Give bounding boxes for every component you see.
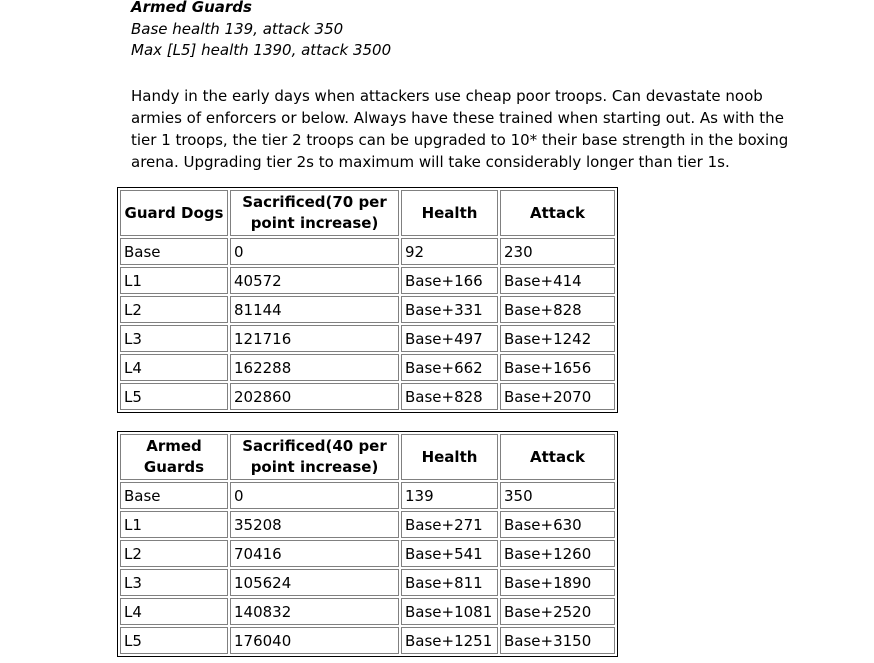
health-cell: 139 <box>401 482 498 509</box>
health-cell: Base+331 <box>401 296 498 323</box>
health-cell: Base+497 <box>401 325 498 352</box>
table-header-row <box>120 190 615 236</box>
health-cell: Base+828 <box>401 383 498 410</box>
sacrificed-cell: 81144 <box>230 296 399 323</box>
base-stats-line: Base health 139, attack 350 <box>131 19 344 38</box>
section-title: Armed Guards <box>131 0 252 16</box>
sacrificed-cell: 202860 <box>230 383 399 410</box>
table-row <box>120 267 615 294</box>
intro-line: Handy in the early days when attackers use cheap poor troops. Can devastate noob <box>131 87 763 105</box>
attack-cell: Base+2520 <box>500 598 615 625</box>
sacrificed-cell: 162288 <box>230 354 399 381</box>
intro-line: arena. Upgrading tier 2s to maximum will take considerably longer than tier 1s. <box>131 153 730 171</box>
sacrificed-cell: 105624 <box>230 569 399 596</box>
table-row <box>120 354 615 381</box>
attack-cell: Base+1656 <box>500 354 615 381</box>
attack-cell: Base+2070 <box>500 383 615 410</box>
sacrificed-cell: 70416 <box>230 540 399 567</box>
max-stats-line: Max [L5] health 1390, attack 3500 <box>131 41 392 59</box>
sacrificed-cell: 176040 <box>230 627 399 654</box>
sacrificed-cell: 0 <box>230 482 399 509</box>
attack-cell: Base+828 <box>500 296 615 323</box>
sacrificed-cell: 35208 <box>230 511 399 538</box>
health-cell: Base+811 <box>401 569 498 596</box>
attack-cell: 230 <box>500 238 615 265</box>
sacrificed-cell: 121716 <box>230 325 399 352</box>
table-row <box>120 540 615 567</box>
health-cell: Base+1251 <box>401 627 498 654</box>
level-cell: L2 <box>120 296 228 323</box>
table-row <box>120 325 615 352</box>
attack-cell: 350 <box>500 482 615 509</box>
level-cell: L4 <box>120 598 228 625</box>
table-row <box>120 238 615 265</box>
table-row <box>120 627 615 654</box>
level-cell: L3 <box>120 325 228 352</box>
intro-paragraph <box>131 85 788 173</box>
section-heading <box>131 0 391 62</box>
level-cell: L3 <box>120 569 228 596</box>
sacrificed-cell: 0 <box>230 238 399 265</box>
health-cell: Base+271 <box>401 511 498 538</box>
level-cell: L5 <box>120 627 228 654</box>
table-row <box>120 296 615 323</box>
column-header-attack: Attack <box>500 434 615 480</box>
sacrificed-cell: 140832 <box>230 598 399 625</box>
attack-cell: Base+630 <box>500 511 615 538</box>
sacrificed-cell: 40572 <box>230 267 399 294</box>
attack-cell: Base+1242 <box>500 325 615 352</box>
health-cell: Base+1081 <box>401 598 498 625</box>
column-header-level: Guard Dogs <box>120 190 228 236</box>
table-row <box>120 569 615 596</box>
health-cell: Base+166 <box>401 267 498 294</box>
intro-line: armies of enforcers or below. Always have these trained when starting out. As with the <box>131 109 784 127</box>
attack-cell: Base+414 <box>500 267 615 294</box>
attack-cell: Base+1260 <box>500 540 615 567</box>
level-cell: Base <box>120 482 228 509</box>
intro-line: tier 1 troops, the tier 2 troops can be upgraded to 10* their base strength in the boxing <box>131 131 789 149</box>
health-cell: 92 <box>401 238 498 265</box>
level-cell: Base <box>120 238 228 265</box>
table-row <box>120 511 615 538</box>
level-cell: L5 <box>120 383 228 410</box>
armed-guards-table <box>117 431 618 657</box>
table-row <box>120 598 615 625</box>
table-header-row <box>120 434 615 480</box>
level-cell: L1 <box>120 511 228 538</box>
column-header-sacrificed: Sacrificed(40 per point increase) <box>230 434 399 480</box>
level-cell: L1 <box>120 267 228 294</box>
attack-cell: Base+3150 <box>500 627 615 654</box>
table-row <box>120 383 615 410</box>
guard-dogs-table <box>117 187 618 413</box>
level-cell: L2 <box>120 540 228 567</box>
health-cell: Base+662 <box>401 354 498 381</box>
column-header-health: Health <box>401 434 498 480</box>
column-header-level: Armed Guards <box>120 434 228 480</box>
table-row <box>120 482 615 509</box>
column-header-health: Health <box>401 190 498 236</box>
column-header-sacrificed: Sacrificed(70 per point increase) <box>230 190 399 236</box>
health-cell: Base+541 <box>401 540 498 567</box>
column-header-attack: Attack <box>500 190 615 236</box>
level-cell: L4 <box>120 354 228 381</box>
attack-cell: Base+1890 <box>500 569 615 596</box>
